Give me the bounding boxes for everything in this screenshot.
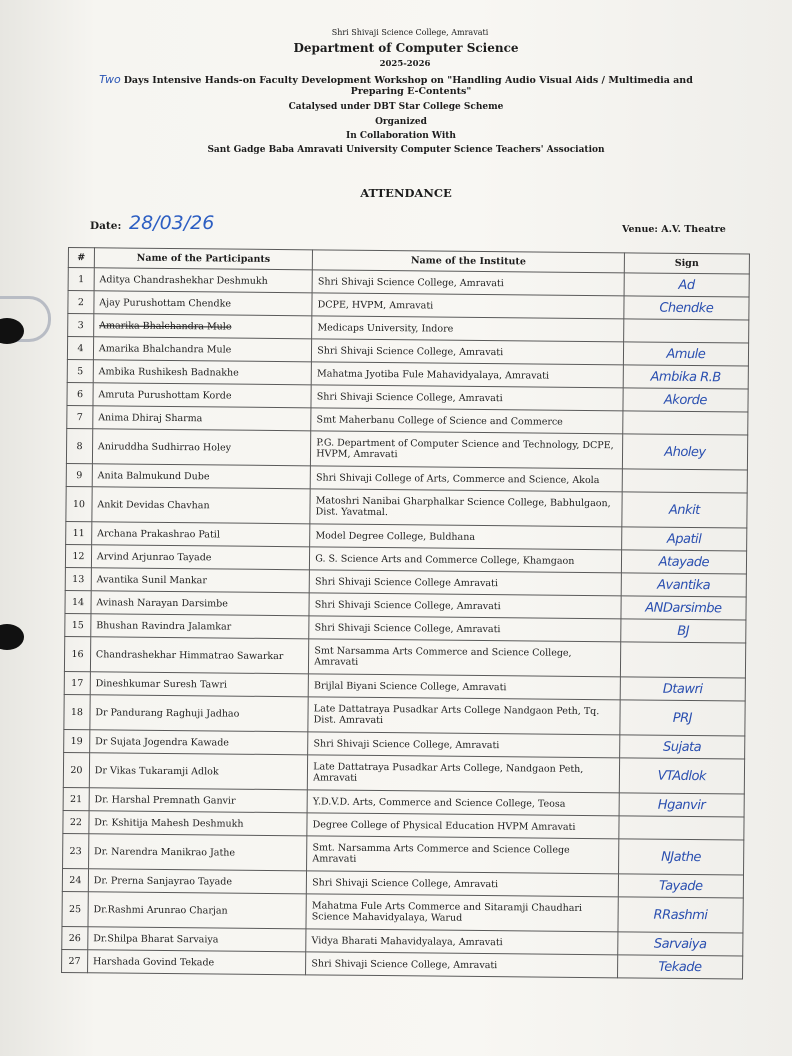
signature-cell (622, 434, 748, 470)
signature-cell (623, 365, 748, 389)
row-number: 27 (62, 949, 88, 972)
row-number: 18 (64, 694, 90, 729)
row-number: 19 (64, 729, 90, 752)
participant-name: Dr.Rashmi Arunrao Charjan (88, 892, 307, 929)
handwritten-signature: Tekade (658, 959, 702, 975)
signature-cell (624, 296, 749, 320)
participant-name: Ajay Purushottam Chendke (94, 291, 313, 316)
participant-name: Amarika Bhalchandra Mule (93, 337, 312, 362)
column-header-number: # (68, 248, 94, 268)
participant-name: Chandrashekhar Himmatrao Sawarkar (90, 637, 309, 674)
collaboration-line: In Collaboration With (346, 131, 456, 141)
table-body (62, 268, 750, 980)
row-number: 5 (67, 359, 93, 382)
institute-name: Shri Shivaji Science College Amravati (309, 570, 621, 596)
handwritten-signature: PRJ (672, 710, 693, 726)
institute-name: Shri Shivaji Science College, Amravati (311, 385, 623, 411)
date-label: Date: (90, 220, 122, 232)
participant-name: Bhushan Ravindra Jalamkar (91, 614, 310, 639)
row-number: 10 (66, 486, 92, 521)
row-number: 21 (63, 787, 89, 810)
institute-name: Brijlal Biyani Science College, Amravati (308, 674, 620, 700)
signature-cell (621, 596, 746, 620)
signature-cell (623, 388, 748, 412)
participant-name: Anita Balmukund Dube (92, 464, 311, 489)
organized-line: Organized (375, 117, 427, 127)
row-number: 7 (67, 405, 93, 428)
institute-name: Mahatma Fule Arts Commerce and Sitaramji Chaudhari Science Mahavidyalaya, Warud (306, 894, 618, 932)
workshop-title-line2: Preparing E-Contents" (350, 86, 472, 97)
institute-name: Smt. Narsamma Arts Commerce and Science College Amravati (307, 836, 619, 874)
row-number: 22 (63, 810, 89, 833)
participant-name: Dr. Narendra Manikrao Jathe (88, 834, 307, 871)
institute-name: Smt Narsamma Arts Commerce and Science College, Amravati (309, 639, 621, 677)
institute-name: G. S. Science Arts and Commerce College, Khamgaon (310, 547, 622, 573)
punch-hole-bottom (0, 624, 24, 650)
institute-name: Model Degree College, Buldhana (310, 524, 622, 550)
row-number: 20 (63, 752, 89, 787)
handwritten-signature: VTAdlok (657, 768, 707, 784)
signature-cell (620, 642, 746, 678)
date-value: 28/03/26 (128, 212, 215, 234)
institute-name: Shri Shivaji Science College, Amravati (306, 952, 618, 978)
handwritten-signature: Atayade (658, 554, 710, 570)
row-number: 2 (68, 291, 94, 314)
institute-name: Late Dattatraya Pusadkar Arts College Nandgaon Peth, Tq. Dist. Amravati (308, 697, 620, 735)
signature-cell (620, 619, 745, 643)
institute-name: P.G. Department of Computer Science and Technology, DCPE, HVPM, Amravati (311, 431, 623, 469)
document-header (0, 28, 792, 155)
signature-cell (619, 793, 744, 817)
participant-name: Anima Dhiraj Sharma (93, 406, 312, 431)
date-field (90, 212, 214, 234)
row-number: 15 (65, 613, 91, 636)
institute-name: Shri Shivaji Science College, Amravati (308, 732, 620, 758)
handwritten-signature: RRashmi (653, 907, 708, 923)
institute-name: Degree College of Physical Education HVPM Amravati (307, 813, 619, 839)
participant-name: Dr Sujata Jogendra Kawade (90, 730, 309, 755)
handwritten-signature (628, 480, 742, 481)
signature-cell (620, 700, 746, 736)
institute-name: Matoshri Nanibai Gharphalkar Science College, Babhulgaon, Dist. Yavatmal. (310, 489, 622, 527)
row-number: 4 (67, 337, 93, 360)
row-number: 17 (64, 671, 90, 694)
signature-cell (619, 816, 744, 840)
attendance-table (61, 247, 750, 980)
signature-cell (623, 342, 748, 366)
participant-name: Dineshkumar Suresh Tawri (90, 672, 309, 697)
participant-name: Dr. Harshal Premnath Ganvir (89, 788, 308, 813)
participant-name: Dr Vikas Tukaramji Adlok (89, 753, 308, 790)
participant-name: Amruta Purushottam Korde (93, 383, 312, 408)
row-number: 8 (66, 428, 92, 463)
signature-cell (617, 955, 742, 979)
handwritten-signature: Aholey (664, 444, 706, 460)
institute-name: Vidya Bharati Mahavidyalaya, Amravati (306, 929, 618, 955)
signature-cell (618, 839, 744, 875)
handwritten-signature: Sarvaiya (653, 936, 707, 952)
handwritten-signature: Ambika R.B (650, 369, 721, 385)
signature-cell (622, 411, 747, 435)
signature-cell (622, 492, 748, 528)
row-number: 14 (65, 590, 91, 613)
handwritten-signature: Hganvir (657, 797, 706, 813)
handwritten-signature (624, 827, 738, 828)
page-title: ATTENDANCE (360, 186, 452, 200)
handwritten-signature (626, 659, 740, 660)
handwritten-signature: Tayade (658, 878, 703, 894)
column-header-institute: Name of the Institute (313, 250, 625, 273)
institute-name: Shri Shivaji Science College, Amravati (309, 616, 621, 642)
handwritten-signature: Ankit (668, 502, 700, 518)
row-number: 26 (62, 926, 88, 949)
workshop-title (0, 73, 792, 86)
participant-name: Dr. Kshitija Mahesh Deshmukh (89, 811, 308, 836)
signature-cell (621, 527, 746, 551)
signature-cell (621, 573, 746, 597)
academic-year: 2025-2026 (379, 59, 431, 69)
signature-cell (617, 932, 742, 956)
institute-name: DCPE, HVPM, Amravati (312, 293, 624, 319)
handwritten-signature: ANDarsimbe (645, 600, 722, 616)
handwritten-signature: Dtawri (662, 681, 703, 697)
row-number: 6 (67, 382, 93, 405)
participant-name: Avantika Sunil Mankar (91, 568, 310, 593)
row-number: 1 (68, 268, 94, 291)
row-number: 23 (63, 833, 89, 868)
signature-cell (619, 735, 744, 759)
signature-cell (618, 874, 743, 898)
participant-name: Arvind Arjunrao Tayade (91, 545, 310, 570)
handwritten-signature: NJathe (661, 849, 702, 865)
signature-cell (620, 677, 745, 701)
institute-name: Shri Shivaji Science College, Amravati (312, 339, 624, 365)
institute-name: Mahatma Jyotiba Fule Mahavidyalaya, Amravati (311, 362, 623, 388)
participant-name: Dr Pandurang Raghuji Jadhao (90, 695, 309, 732)
participant-name: Amarika Bhalchandra Mule (93, 314, 312, 339)
institute-name: Medicaps University, Indore (312, 316, 624, 342)
scheme-line: Catalysed under DBT Star College Scheme (288, 102, 504, 112)
signature-cell (624, 273, 749, 297)
column-header-participants: Name of the Participants (94, 248, 313, 270)
participant-name: Ambika Rushikesh Badnakhe (93, 360, 312, 385)
handwritten-signature: BJ (677, 623, 690, 639)
institute-name: Shri Shivaji Science College, Amravati (312, 270, 624, 296)
handwritten-signature (628, 422, 742, 423)
venue-label: Venue: A.V. Theatre (622, 224, 726, 235)
row-number: 12 (65, 544, 91, 567)
institute-name: Late Dattatraya Pusadkar Arts College, Nandgaon Peth, Amravati (308, 755, 620, 793)
participant-name: Avinash Narayan Darsimbe (91, 591, 310, 616)
handwritten-signature: Apatil (666, 531, 702, 547)
row-number: 25 (62, 891, 88, 926)
handwritten-signature: Chendke (659, 300, 714, 316)
row-number: 13 (65, 567, 91, 590)
association-name: Sant Gadge Baba Amravati University Computer Science Teachers' Association (207, 145, 605, 155)
institute-name: Shri Shivaji College of Arts, Commerce and Science, Akola (310, 466, 622, 492)
column-header-sign: Sign (624, 253, 749, 274)
participant-name: Aditya Chandrashekhar Deshmukh (94, 268, 313, 293)
row-number: 3 (68, 314, 94, 337)
participant-name: Archana Prakashrao Patil (92, 522, 311, 547)
workshop-handwritten-word: Two (99, 73, 121, 86)
handwritten-signature: Akorde (663, 392, 707, 408)
signature-cell (622, 469, 747, 493)
institute-name: Shri Shivaji Science College, Amravati (307, 871, 619, 897)
signature-cell (623, 319, 748, 343)
department-name: Department of Computer Science (293, 41, 519, 55)
participant-name: Dr. Prerna Sanjayrao Tayade (88, 869, 307, 894)
workshop-title-text: Days Intensive Hands-on Faculty Development Workshop on "Handling Audio Visual Aids / Multimedia and (123, 75, 693, 86)
institute-name: Shri Shivaji Science College, Amravati (309, 593, 621, 619)
row-number: 24 (62, 868, 88, 891)
participant-name: Harshada Govind Tekade (87, 950, 306, 975)
row-number: 9 (66, 463, 92, 486)
institute-name: Y.D.V.D. Arts, Commerce and Science College, Teosa (307, 790, 619, 816)
row-number: 16 (64, 636, 90, 671)
participant-name: Aniruddha Sudhirrao Holey (92, 429, 311, 466)
handwritten-signature: Ad (678, 277, 695, 293)
participant-name: Ankit Devidas Chavhan (92, 487, 311, 524)
college-name: Shri Shivaji Science College, Amravati (331, 28, 489, 37)
signature-cell (621, 550, 746, 574)
handwritten-signature: Sujata (662, 739, 702, 755)
signature-cell (618, 897, 744, 933)
row-number: 11 (66, 521, 92, 544)
signature-cell (619, 758, 745, 794)
participant-name: Dr.Shilpa Bharat Sarvaiya (88, 927, 307, 952)
handwritten-signature: Amule (666, 346, 706, 362)
institute-name: Smt Maherbanu College of Science and Commerce (311, 408, 623, 434)
handwritten-signature (629, 330, 743, 331)
handwritten-signature: Avantika (657, 577, 711, 593)
